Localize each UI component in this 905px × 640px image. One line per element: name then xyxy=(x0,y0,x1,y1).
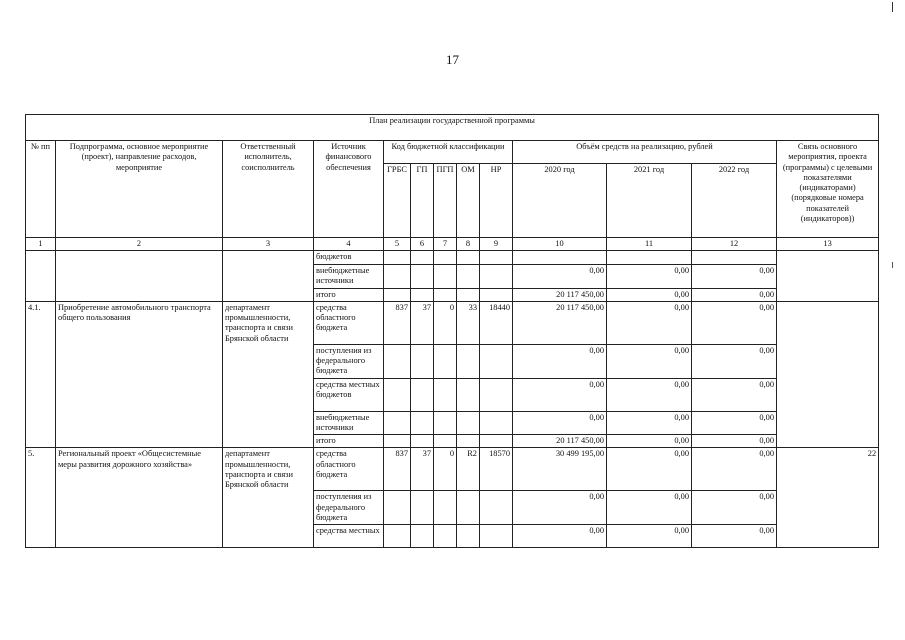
index-cell: 6 xyxy=(411,238,434,251)
header-om: ОМ xyxy=(457,164,480,238)
header-link: Связь основного мероприятия, проекта (программы) с целевыми показателями (индикаторами) (порядковые номера показателей (индикаторов)) xyxy=(777,141,879,238)
cell-link xyxy=(777,251,879,302)
header-grbs: ГРБС xyxy=(384,164,411,238)
cell-source: поступления из федерального бюджета xyxy=(314,344,384,378)
cell-om xyxy=(457,251,480,264)
index-cell: 10 xyxy=(513,238,607,251)
cell-grbs xyxy=(384,251,411,264)
index-cell: 12 xyxy=(692,238,777,251)
cell-link xyxy=(777,301,879,448)
cell-pgp: 0 xyxy=(434,301,457,344)
index-cell: 13 xyxy=(777,238,879,251)
cell-2020: 0,00 xyxy=(513,411,607,435)
cell-pgp xyxy=(434,251,457,264)
index-cell: 1 xyxy=(26,238,56,251)
cell-2020: 0,00 xyxy=(513,525,607,548)
cell-gp xyxy=(411,344,434,378)
cell-2021: 0,00 xyxy=(607,491,692,525)
cell-2021: 0,00 xyxy=(607,435,692,448)
cell-2021: 0,00 xyxy=(607,378,692,411)
header-pgp: ПГП xyxy=(434,164,457,238)
plan-table xyxy=(25,114,879,548)
index-cell: 11 xyxy=(607,238,692,251)
cell-source: средства местных xyxy=(314,525,384,548)
cell-num: 4.1. xyxy=(26,301,56,448)
cell-nr: 18570 xyxy=(480,448,513,491)
cell-name: Региональный проект «Общесистемные меры развития дорожного хозяйства» xyxy=(56,448,223,548)
header-source: Источник финансового обеспечения xyxy=(314,141,384,238)
cell-2020: 20 117 450,00 xyxy=(513,288,607,301)
cell-om xyxy=(457,378,480,411)
cell-grbs xyxy=(384,491,411,525)
cell-nr xyxy=(480,378,513,411)
cell-gp xyxy=(411,435,434,448)
cell-nr: 18440 xyxy=(480,301,513,344)
cell-pgp xyxy=(434,411,457,435)
cell-2022: 0,00 xyxy=(692,264,777,288)
cell-gp xyxy=(411,378,434,411)
header-funds: Объём средств на реализацию, рублей xyxy=(513,141,777,164)
cell-om xyxy=(457,435,480,448)
page-number: 17 xyxy=(446,52,459,67)
cell-om: 33 xyxy=(457,301,480,344)
cell-nr xyxy=(480,251,513,264)
cell-grbs xyxy=(384,378,411,411)
header-gp: ГП xyxy=(411,164,434,238)
index-cell: 9 xyxy=(480,238,513,251)
cell-nr xyxy=(480,435,513,448)
header-year-2021: 2021 год xyxy=(607,164,692,238)
cell-om xyxy=(457,264,480,288)
cell-2022: 0,00 xyxy=(692,525,777,548)
cell-pgp xyxy=(434,491,457,525)
index-cell: 8 xyxy=(457,238,480,251)
cell-grbs: 837 xyxy=(384,448,411,491)
cell-om xyxy=(457,288,480,301)
cell-source: средства областного бюджета xyxy=(314,301,384,344)
cell-source: поступления из федерального бюджета xyxy=(314,491,384,525)
cell-grbs: 837 xyxy=(384,301,411,344)
cell-nr xyxy=(480,264,513,288)
cell-source: внебюджетные источники xyxy=(314,264,384,288)
index-cell: 4 xyxy=(314,238,384,251)
cell-nr xyxy=(480,411,513,435)
cell-2020: 0,00 xyxy=(513,491,607,525)
cell-source: бюджетов xyxy=(314,251,384,264)
cell-source: средства местных бюджетов xyxy=(314,378,384,411)
cell-nr xyxy=(480,288,513,301)
index-cell: 7 xyxy=(434,238,457,251)
cell-2022: 0,00 xyxy=(692,378,777,411)
cell-source: внебюджетные источники xyxy=(314,411,384,435)
cell-om xyxy=(457,411,480,435)
cell-name: Приобретение автомобильного транспорта общего пользования xyxy=(56,301,223,448)
cell-pgp xyxy=(434,264,457,288)
cell-om: R2 xyxy=(457,448,480,491)
cell-2022 xyxy=(692,251,777,264)
cell-2021: 0,00 xyxy=(607,525,692,548)
table-row xyxy=(26,251,879,264)
cell-grbs xyxy=(384,344,411,378)
cell-2022: 0,00 xyxy=(692,301,777,344)
cell-2020: 0,00 xyxy=(513,378,607,411)
cell-responsible: департамент промышленности, транспорта и связи Брянской области xyxy=(223,301,314,448)
edge-mark xyxy=(892,262,893,268)
header-year-2022: 2022 год xyxy=(692,164,777,238)
cell-nr xyxy=(480,344,513,378)
cell-2022: 0,00 xyxy=(692,435,777,448)
cell-gp: 37 xyxy=(411,301,434,344)
cell-2020: 0,00 xyxy=(513,344,607,378)
cell-2020 xyxy=(513,251,607,264)
cell-gp xyxy=(411,525,434,548)
cell-pgp xyxy=(434,435,457,448)
cell-2020: 20 117 450,00 xyxy=(513,435,607,448)
cell-gp xyxy=(411,251,434,264)
edge-mark xyxy=(892,2,893,12)
cell-grbs xyxy=(384,525,411,548)
cell-source: итого xyxy=(314,288,384,301)
cell-grbs xyxy=(384,264,411,288)
cell-grbs xyxy=(384,411,411,435)
cell-nr xyxy=(480,491,513,525)
cell-gp xyxy=(411,264,434,288)
cell-num xyxy=(26,251,56,302)
cell-link: 22 xyxy=(777,448,879,548)
cell-pgp xyxy=(434,344,457,378)
cell-2020: 30 499 195,00 xyxy=(513,448,607,491)
cell-nr xyxy=(480,525,513,548)
table-row xyxy=(26,301,879,344)
table-row xyxy=(26,448,879,491)
cell-om xyxy=(457,525,480,548)
cell-gp: 37 xyxy=(411,448,434,491)
cell-2021: 0,00 xyxy=(607,264,692,288)
cell-2021 xyxy=(607,251,692,264)
cell-source: итого xyxy=(314,435,384,448)
cell-2022: 0,00 xyxy=(692,344,777,378)
header-nr: НР xyxy=(480,164,513,238)
index-cell: 2 xyxy=(56,238,223,251)
table-title: План реализации государственной программы xyxy=(26,115,879,141)
cell-responsible: департамент промышленности, транспорта и связи Брянской области xyxy=(223,448,314,548)
cell-2022: 0,00 xyxy=(692,288,777,301)
cell-pgp: 0 xyxy=(434,448,457,491)
cell-pgp xyxy=(434,525,457,548)
cell-pgp xyxy=(434,378,457,411)
header-row xyxy=(26,141,879,164)
cell-om xyxy=(457,491,480,525)
index-row xyxy=(26,238,879,251)
cell-name xyxy=(56,251,223,302)
cell-2022: 0,00 xyxy=(692,491,777,525)
cell-gp xyxy=(411,411,434,435)
cell-pgp xyxy=(434,288,457,301)
cell-gp xyxy=(411,288,434,301)
table-title-row xyxy=(26,115,879,141)
index-cell: 5 xyxy=(384,238,411,251)
cell-2020: 20 117 450,00 xyxy=(513,301,607,344)
header-budget-code: Код бюджетной классификации xyxy=(384,141,513,164)
cell-grbs xyxy=(384,435,411,448)
cell-2022: 0,00 xyxy=(692,411,777,435)
cell-2021: 0,00 xyxy=(607,411,692,435)
header-num: № пп xyxy=(26,141,56,238)
cell-2020: 0,00 xyxy=(513,264,607,288)
cell-2021: 0,00 xyxy=(607,448,692,491)
cell-2021: 0,00 xyxy=(607,301,692,344)
header-year-2020: 2020 год xyxy=(513,164,607,238)
cell-2021: 0,00 xyxy=(607,288,692,301)
cell-om xyxy=(457,344,480,378)
cell-grbs xyxy=(384,288,411,301)
cell-2022: 0,00 xyxy=(692,448,777,491)
cell-gp xyxy=(411,491,434,525)
header-responsible: Ответственный исполнитель, соисполнитель xyxy=(223,141,314,238)
index-cell: 3 xyxy=(223,238,314,251)
cell-num: 5. xyxy=(26,448,56,548)
header-subprogram: Подпрограмма, основное мероприятие (проект), направление расходов, мероприятие xyxy=(56,141,223,238)
cell-2021: 0,00 xyxy=(607,344,692,378)
cell-source: средства областного бюджета xyxy=(314,448,384,491)
cell-responsible xyxy=(223,251,314,302)
